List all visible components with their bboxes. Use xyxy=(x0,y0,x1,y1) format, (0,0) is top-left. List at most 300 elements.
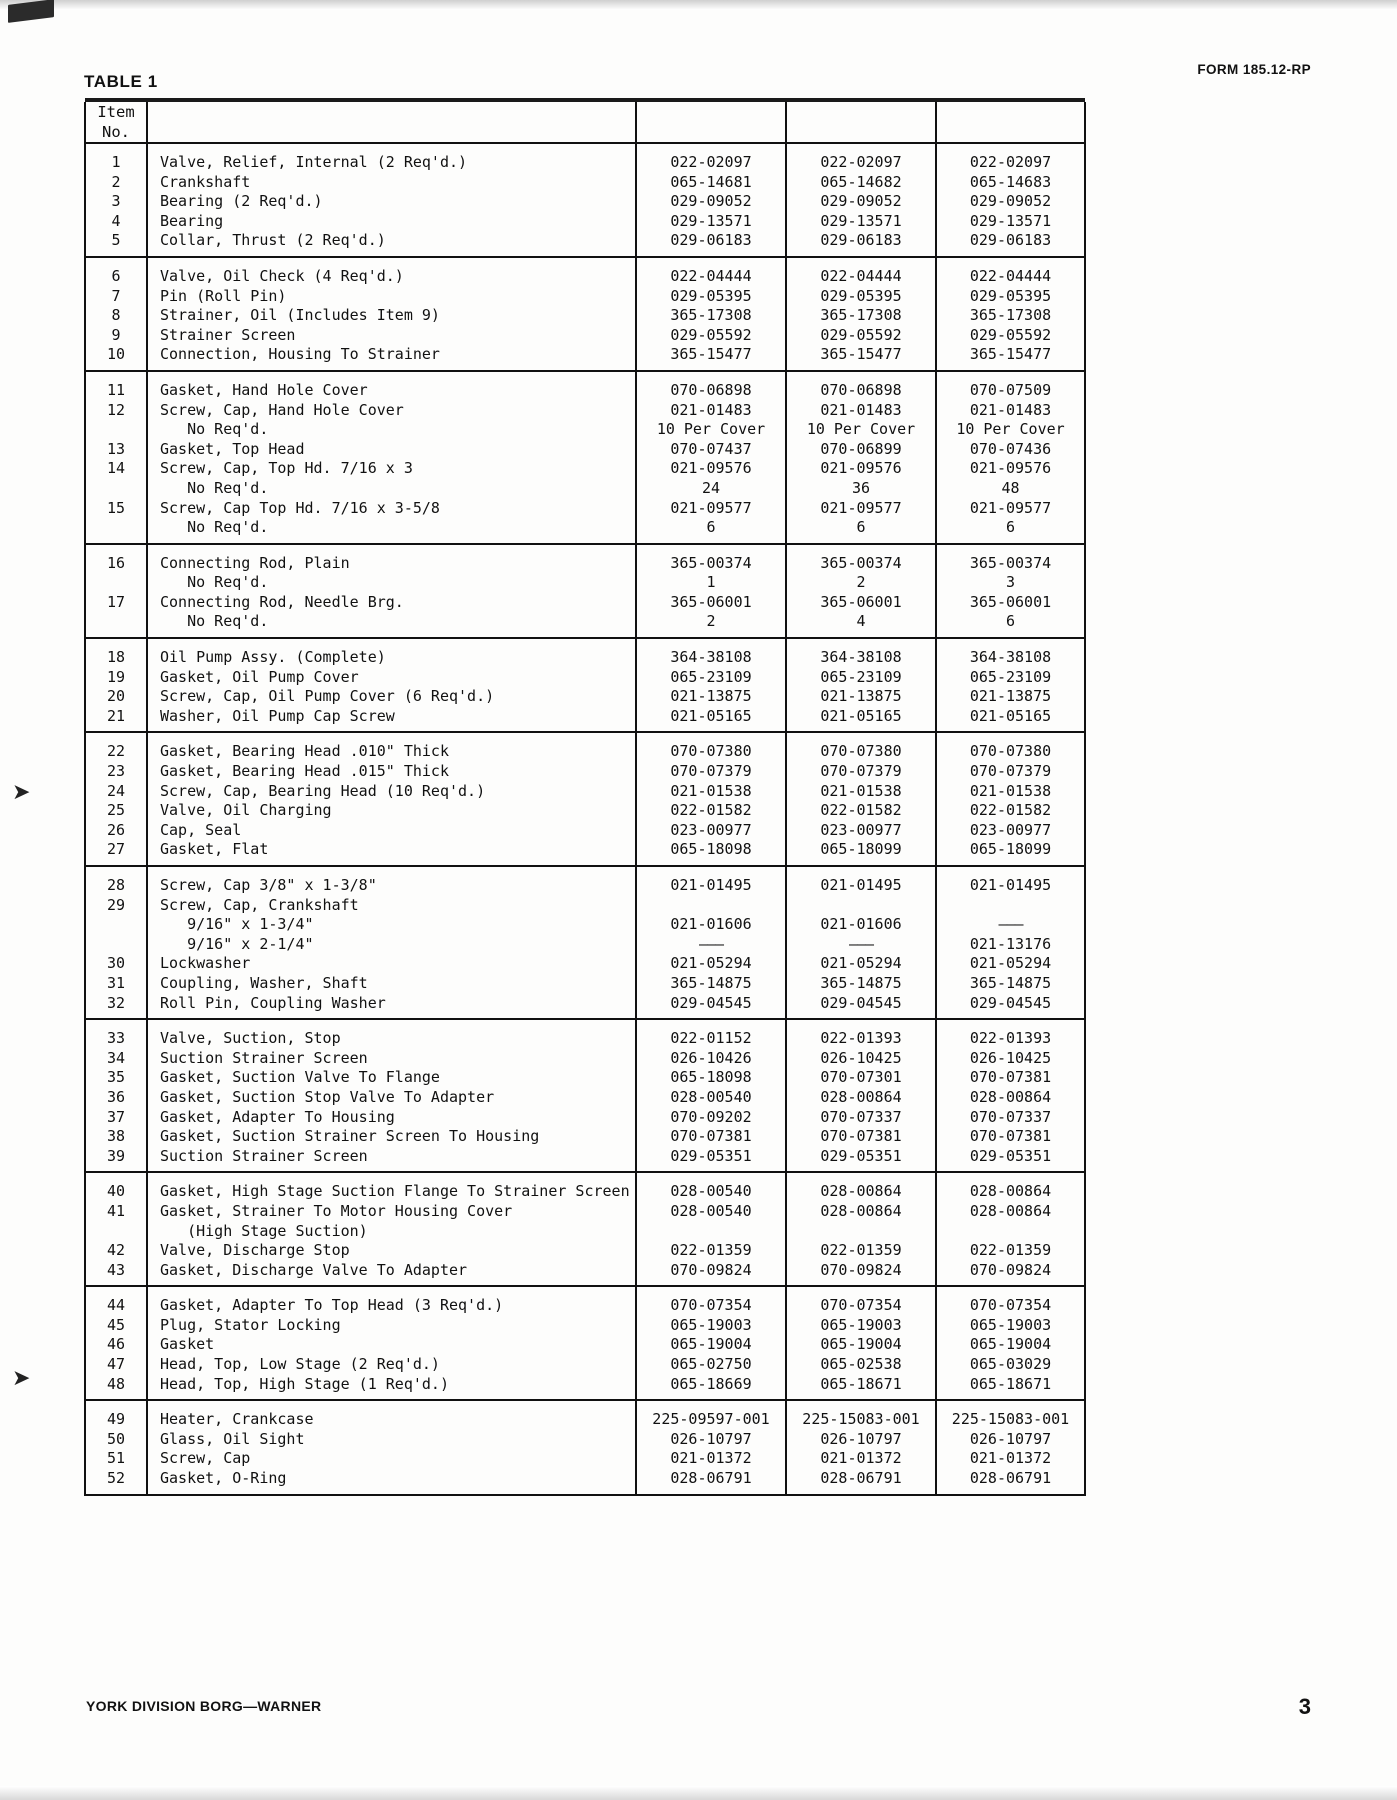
header-3-cylinder xyxy=(636,102,786,142)
cell-item-no: 12 xyxy=(85,401,147,421)
cell-part-9-cylinder: 365-17308 xyxy=(936,306,1085,326)
cell-part-9-cylinder: 070-07379 xyxy=(936,762,1085,782)
cell-description: No Req'd. xyxy=(147,518,636,538)
cell-description: Gasket, Bearing Head .010" Thick xyxy=(147,742,636,762)
cell-part-3-cylinder: 10 Per Cover xyxy=(636,420,786,440)
cell-part-9-cylinder: 070-07381 xyxy=(936,1068,1085,1088)
cell-part-9-cylinder: 021-01483 xyxy=(936,401,1085,421)
cell-description: Oil Pump Assy. (Complete) xyxy=(147,648,636,668)
cell-part-3-cylinder: 365-15477 xyxy=(636,345,786,365)
cell-description: Gasket, Adapter To Top Head (3 Req'd.) xyxy=(147,1296,636,1316)
cell-item-no: 29 xyxy=(85,896,147,916)
cell-part-6-cylinder: 022-01582 xyxy=(786,801,936,821)
cell-part-9-cylinder: 070-09824 xyxy=(936,1261,1085,1281)
cell-item-no: 23 xyxy=(85,762,147,782)
cell-part-6-cylinder: 028-06791 xyxy=(786,1469,936,1489)
cell-item-no: 33 xyxy=(85,1029,147,1049)
cell-part-9-cylinder xyxy=(936,896,1085,916)
cell-part-6-cylinder: 022-01393 xyxy=(786,1029,936,1049)
table-row xyxy=(85,1410,1085,1430)
cell-part-3-cylinder: 070-07437 xyxy=(636,440,786,460)
table-row xyxy=(85,287,1085,307)
table-row xyxy=(85,573,1085,593)
cell-part-3-cylinder: 065-19003 xyxy=(636,1316,786,1336)
table-row xyxy=(85,153,1085,173)
group-divider xyxy=(85,1286,1085,1296)
cell-item-no xyxy=(85,935,147,955)
group-divider xyxy=(85,732,1085,742)
table-row xyxy=(85,306,1085,326)
table-group xyxy=(85,371,1085,544)
table-row xyxy=(85,1449,1085,1469)
cell-item-no: 42 xyxy=(85,1241,147,1261)
cell-part-3-cylinder: 022-02097 xyxy=(636,153,786,173)
cell-part-6-cylinder: 365-06001 xyxy=(786,593,936,613)
table-row xyxy=(85,1127,1085,1147)
cell-item-no: 36 xyxy=(85,1088,147,1108)
cell-description: Head, Top, Low Stage (2 Req'd.) xyxy=(147,1355,636,1375)
table-row xyxy=(85,742,1085,762)
cell-part-6-cylinder: 021-01606 xyxy=(786,915,936,935)
table-label: TABLE 1 xyxy=(84,72,158,91)
cell-description: Washer, Oil Pump Cap Screw xyxy=(147,707,636,727)
cell-part-9-cylinder: 021-05294 xyxy=(936,954,1085,974)
table-row xyxy=(85,687,1085,707)
table-group xyxy=(85,257,1085,371)
table-row xyxy=(85,876,1085,896)
cell-description: Gasket, Flat xyxy=(147,840,636,860)
cell-part-6-cylinder: 070-06898 xyxy=(786,381,936,401)
cell-part-3-cylinder: 022-01359 xyxy=(636,1241,786,1261)
cell-part-6-cylinder: 022-04444 xyxy=(786,267,936,287)
table-row xyxy=(85,518,1085,538)
cell-item-no: 8 xyxy=(85,306,147,326)
cell-description: Screw, Cap xyxy=(147,1449,636,1469)
cell-part-9-cylinder: 021-13176 xyxy=(936,935,1085,955)
cell-part-9-cylinder xyxy=(936,1222,1085,1242)
table-row xyxy=(85,173,1085,193)
group-divider xyxy=(85,1019,1085,1029)
cell-part-9-cylinder: 6 xyxy=(936,518,1085,538)
cell-item-no: 9 xyxy=(85,326,147,346)
table-row xyxy=(85,192,1085,212)
cell-description: Valve, Oil Charging xyxy=(147,801,636,821)
cell-part-6-cylinder: 021-05165 xyxy=(786,707,936,727)
cell-item-no: 31 xyxy=(85,974,147,994)
cell-description: No Req'd. xyxy=(147,612,636,632)
scan-corner-artifact xyxy=(8,0,54,23)
cell-part-3-cylinder: 028-00540 xyxy=(636,1202,786,1222)
cell-part-3-cylinder: 029-05351 xyxy=(636,1147,786,1167)
cell-part-9-cylinder: 028-00864 xyxy=(936,1202,1085,1222)
cell-item-no xyxy=(85,479,147,499)
table-row xyxy=(85,821,1085,841)
cell-part-6-cylinder: 065-23109 xyxy=(786,668,936,688)
cell-part-3-cylinder: 021-01606 xyxy=(636,915,786,935)
cell-part-6-cylinder: 070-09824 xyxy=(786,1261,936,1281)
cell-part-3-cylinder: 021-05294 xyxy=(636,954,786,974)
cell-item-no: 22 xyxy=(85,742,147,762)
cell-part-6-cylinder: 365-14875 xyxy=(786,974,936,994)
cell-description: Plug, Stator Locking xyxy=(147,1316,636,1336)
cell-part-9-cylinder: 021-05165 xyxy=(936,707,1085,727)
cell-part-6-cylinder: 028-00864 xyxy=(786,1088,936,1108)
header-item-no: Item No. xyxy=(85,102,147,142)
cell-part-6-cylinder: 364-38108 xyxy=(786,648,936,668)
cell-part-3-cylinder: 070-07381 xyxy=(636,1127,786,1147)
cell-part-6-cylinder: 065-02538 xyxy=(786,1355,936,1375)
table-group xyxy=(85,1172,1085,1286)
cell-description: No Req'd. xyxy=(147,420,636,440)
cell-part-3-cylinder: 021-01483 xyxy=(636,401,786,421)
cell-part-6-cylinder: 070-07337 xyxy=(786,1108,936,1128)
cell-description: Gasket, Oil Pump Cover xyxy=(147,668,636,688)
cell-part-9-cylinder: 029-05351 xyxy=(936,1147,1085,1167)
cell-part-9-cylinder: 070-07381 xyxy=(936,1127,1085,1147)
cell-part-9-cylinder: 6 xyxy=(936,612,1085,632)
cell-item-no: 1 xyxy=(85,153,147,173)
table-row xyxy=(85,212,1085,232)
table-row xyxy=(85,1296,1085,1316)
table-row xyxy=(85,231,1085,251)
cell-item-no: 50 xyxy=(85,1430,147,1450)
cell-part-9-cylinder: 065-23109 xyxy=(936,668,1085,688)
table-row xyxy=(85,707,1085,727)
group-divider xyxy=(85,371,1085,381)
cell-item-no: 17 xyxy=(85,593,147,613)
table-row xyxy=(85,782,1085,802)
cell-item-no: 34 xyxy=(85,1049,147,1069)
table-row xyxy=(85,1088,1085,1108)
table-row xyxy=(85,267,1085,287)
cell-part-6-cylinder: ——— xyxy=(786,935,936,955)
cell-part-6-cylinder: 065-18099 xyxy=(786,840,936,860)
cell-description: Pin (Roll Pin) xyxy=(147,287,636,307)
cell-part-6-cylinder: 070-07379 xyxy=(786,762,936,782)
cell-item-no: 21 xyxy=(85,707,147,727)
cell-item-no: 5 xyxy=(85,231,147,251)
cell-part-9-cylinder: 021-01495 xyxy=(936,876,1085,896)
table-row xyxy=(85,479,1085,499)
table-row xyxy=(85,554,1085,574)
table-row xyxy=(85,420,1085,440)
footer-company: YORK DIVISION BORG—WARNER xyxy=(86,1698,322,1714)
cell-part-3-cylinder: 070-07354 xyxy=(636,1296,786,1316)
cell-part-9-cylinder: 029-05395 xyxy=(936,287,1085,307)
group-divider xyxy=(85,1172,1085,1182)
cell-description: 9/16" x 2-1/4" xyxy=(147,935,636,955)
cell-item-no xyxy=(85,612,147,632)
cell-description: Suction Strainer Screen xyxy=(147,1049,636,1069)
cell-part-9-cylinder: 021-09577 xyxy=(936,499,1085,519)
cell-part-9-cylinder: 029-05592 xyxy=(936,326,1085,346)
cell-part-9-cylinder: 070-07436 xyxy=(936,440,1085,460)
cell-description: Gasket, Strainer To Motor Housing Cover xyxy=(147,1202,636,1222)
cell-description: Gasket xyxy=(147,1335,636,1355)
table-row xyxy=(85,762,1085,782)
cell-part-6-cylinder: 6 xyxy=(786,518,936,538)
cell-description: Screw, Cap, Bearing Head (10 Req'd.) xyxy=(147,782,636,802)
cell-part-6-cylinder: 023-00977 xyxy=(786,821,936,841)
cell-part-3-cylinder: 365-17308 xyxy=(636,306,786,326)
cell-part-3-cylinder: 021-01372 xyxy=(636,1449,786,1469)
table-row xyxy=(85,612,1085,632)
cell-part-6-cylinder: 365-15477 xyxy=(786,345,936,365)
cell-description: Strainer, Oil (Includes Item 9) xyxy=(147,306,636,326)
cell-description: Gasket, Suction Strainer Screen To Housing xyxy=(147,1127,636,1147)
cell-part-9-cylinder: 022-01393 xyxy=(936,1029,1085,1049)
cell-item-no xyxy=(85,518,147,538)
cell-part-3-cylinder: 24 xyxy=(636,479,786,499)
cell-part-9-cylinder: 022-02097 xyxy=(936,153,1085,173)
cell-part-3-cylinder: 026-10426 xyxy=(636,1049,786,1069)
cell-part-6-cylinder: 021-01483 xyxy=(786,401,936,421)
cell-item-no xyxy=(85,915,147,935)
table-row xyxy=(85,381,1085,401)
cell-part-3-cylinder: 065-19004 xyxy=(636,1335,786,1355)
cell-part-3-cylinder xyxy=(636,896,786,916)
cell-part-9-cylinder: 365-00374 xyxy=(936,554,1085,574)
cell-item-no: 38 xyxy=(85,1127,147,1147)
parts-table xyxy=(84,98,1086,1496)
cell-part-3-cylinder: 029-13571 xyxy=(636,212,786,232)
table-row xyxy=(85,648,1085,668)
table-row xyxy=(85,935,1085,955)
table-row xyxy=(85,1202,1085,1222)
cell-part-6-cylinder: 029-09052 xyxy=(786,192,936,212)
cell-item-no: 37 xyxy=(85,1108,147,1128)
cell-part-9-cylinder: 028-00864 xyxy=(936,1088,1085,1108)
cell-item-no: 10 xyxy=(85,345,147,365)
cell-description: Strainer Screen xyxy=(147,326,636,346)
cell-part-6-cylinder: 028-00864 xyxy=(786,1182,936,1202)
cell-part-6-cylinder: 021-05294 xyxy=(786,954,936,974)
cell-description: Coupling, Washer, Shaft xyxy=(147,974,636,994)
group-divider xyxy=(85,638,1085,648)
table-row xyxy=(85,1355,1085,1375)
table-row xyxy=(85,326,1085,346)
cell-part-6-cylinder: 028-00864 xyxy=(786,1202,936,1222)
table-row xyxy=(85,1068,1085,1088)
cell-item-no: 30 xyxy=(85,954,147,974)
cell-part-9-cylinder: 365-14875 xyxy=(936,974,1085,994)
cell-part-6-cylinder: 225-15083-001 xyxy=(786,1410,936,1430)
cell-part-3-cylinder: 1 xyxy=(636,573,786,593)
table-row xyxy=(85,954,1085,974)
cell-part-6-cylinder: 029-04545 xyxy=(786,994,936,1014)
group-divider xyxy=(85,257,1085,267)
cell-part-3-cylinder: 070-07379 xyxy=(636,762,786,782)
cell-part-6-cylinder: 021-01538 xyxy=(786,782,936,802)
cell-item-no: 28 xyxy=(85,876,147,896)
cell-part-9-cylinder: 225-15083-001 xyxy=(936,1410,1085,1430)
cell-part-3-cylinder: 026-10797 xyxy=(636,1430,786,1450)
table-row xyxy=(85,345,1085,365)
cell-part-3-cylinder: ——— xyxy=(636,935,786,955)
cell-part-9-cylinder: 3 xyxy=(936,573,1085,593)
cell-part-9-cylinder: 029-06183 xyxy=(936,231,1085,251)
cell-part-3-cylinder: 023-00977 xyxy=(636,821,786,841)
cell-part-6-cylinder: 065-19004 xyxy=(786,1335,936,1355)
cell-part-9-cylinder: 028-00864 xyxy=(936,1182,1085,1202)
cell-part-3-cylinder: 070-07380 xyxy=(636,742,786,762)
table-row xyxy=(85,499,1085,519)
cell-description: Head, Top, High Stage (1 Req'd.) xyxy=(147,1375,636,1395)
cell-part-9-cylinder: 029-13571 xyxy=(936,212,1085,232)
cell-item-no: 6 xyxy=(85,267,147,287)
cell-part-6-cylinder: 029-06183 xyxy=(786,231,936,251)
cell-part-6-cylinder xyxy=(786,896,936,916)
cell-part-9-cylinder: 028-06791 xyxy=(936,1469,1085,1489)
cell-part-9-cylinder: 070-07337 xyxy=(936,1108,1085,1128)
cell-item-no: 35 xyxy=(85,1068,147,1088)
cell-part-3-cylinder: 022-01582 xyxy=(636,801,786,821)
cell-part-6-cylinder: 070-07381 xyxy=(786,1127,936,1147)
cell-part-9-cylinder: 065-18099 xyxy=(936,840,1085,860)
cell-description: Valve, Discharge Stop xyxy=(147,1241,636,1261)
scan-bottom-band xyxy=(0,1786,1397,1800)
cell-part-9-cylinder: 48 xyxy=(936,479,1085,499)
cell-item-no: 47 xyxy=(85,1355,147,1375)
cell-description: No Req'd. xyxy=(147,479,636,499)
cell-part-6-cylinder: 065-19003 xyxy=(786,1316,936,1336)
cell-item-no: 40 xyxy=(85,1182,147,1202)
cell-item-no: 45 xyxy=(85,1316,147,1336)
cell-part-3-cylinder: 065-18098 xyxy=(636,1068,786,1088)
cell-part-3-cylinder: 029-06183 xyxy=(636,231,786,251)
cell-part-3-cylinder: 021-05165 xyxy=(636,707,786,727)
cell-part-6-cylinder: 10 Per Cover xyxy=(786,420,936,440)
cell-part-3-cylinder: 070-06898 xyxy=(636,381,786,401)
header-9-cylinder xyxy=(936,102,1085,142)
cell-description: Valve, Relief, Internal (2 Req'd.) xyxy=(147,153,636,173)
cell-description: Gasket, High Stage Suction Flange To Strainer Screen xyxy=(147,1182,636,1202)
cell-description: Crankshaft xyxy=(147,173,636,193)
cell-description: Collar, Thrust (2 Req'd.) xyxy=(147,231,636,251)
cell-item-no: 39 xyxy=(85,1147,147,1167)
cell-part-3-cylinder: 028-00540 xyxy=(636,1088,786,1108)
cell-part-3-cylinder: 2 xyxy=(636,612,786,632)
cell-description: No Req'd. xyxy=(147,573,636,593)
cell-item-no xyxy=(85,1222,147,1242)
cell-part-3-cylinder: 029-05395 xyxy=(636,287,786,307)
cell-part-6-cylinder: 029-05351 xyxy=(786,1147,936,1167)
cell-part-3-cylinder: 065-18669 xyxy=(636,1375,786,1395)
table-row xyxy=(85,668,1085,688)
table-group xyxy=(85,1019,1085,1172)
cell-part-3-cylinder: 022-04444 xyxy=(636,267,786,287)
scan-edge-mark: ➤ xyxy=(12,1366,31,1391)
cell-item-no: 15 xyxy=(85,499,147,519)
cell-part-6-cylinder: 36 xyxy=(786,479,936,499)
cell-description: Connection, Housing To Strainer xyxy=(147,345,636,365)
cell-part-9-cylinder: 026-10425 xyxy=(936,1049,1085,1069)
table-group xyxy=(85,1400,1085,1494)
table-group xyxy=(85,732,1085,866)
cell-part-6-cylinder: 070-07301 xyxy=(786,1068,936,1088)
cell-part-9-cylinder: 022-01359 xyxy=(936,1241,1085,1261)
cell-part-9-cylinder: 365-06001 xyxy=(936,593,1085,613)
cell-item-no xyxy=(85,420,147,440)
cell-part-3-cylinder xyxy=(636,1222,786,1242)
cell-item-no: 14 xyxy=(85,459,147,479)
cell-part-9-cylinder: 065-19003 xyxy=(936,1316,1085,1336)
cell-part-6-cylinder: 070-07380 xyxy=(786,742,936,762)
table-row xyxy=(85,1241,1085,1261)
cell-part-6-cylinder: 026-10797 xyxy=(786,1430,936,1450)
table-row xyxy=(85,1147,1085,1167)
cell-part-3-cylinder: 065-14681 xyxy=(636,173,786,193)
cell-part-9-cylinder: 10 Per Cover xyxy=(936,420,1085,440)
cell-part-3-cylinder: 364-38108 xyxy=(636,648,786,668)
cell-item-no: 26 xyxy=(85,821,147,841)
table-row xyxy=(85,915,1085,935)
table-row xyxy=(85,593,1085,613)
table-bottom-rule xyxy=(85,1495,1085,1496)
cell-part-9-cylinder: 065-14683 xyxy=(936,173,1085,193)
cell-part-3-cylinder: 070-09202 xyxy=(636,1108,786,1128)
cell-part-6-cylinder xyxy=(786,1222,936,1242)
cell-item-no: 27 xyxy=(85,840,147,860)
cell-part-6-cylinder: 022-02097 xyxy=(786,153,936,173)
cell-part-6-cylinder: 029-05592 xyxy=(786,326,936,346)
table-row xyxy=(85,1375,1085,1395)
cell-part-6-cylinder: 365-00374 xyxy=(786,554,936,574)
cell-part-3-cylinder: 225-09597-001 xyxy=(636,1410,786,1430)
table-row xyxy=(85,994,1085,1014)
cell-part-6-cylinder: 365-17308 xyxy=(786,306,936,326)
cell-part-3-cylinder: 022-01152 xyxy=(636,1029,786,1049)
cell-part-9-cylinder: 070-07380 xyxy=(936,742,1085,762)
parts-table-container xyxy=(84,98,1084,1496)
cell-part-6-cylinder: 026-10425 xyxy=(786,1049,936,1069)
cell-description: Gasket, Adapter To Housing xyxy=(147,1108,636,1128)
cell-item-no: 41 xyxy=(85,1202,147,1222)
table-row xyxy=(85,1469,1085,1489)
cell-part-9-cylinder: 070-07509 xyxy=(936,381,1085,401)
cell-description: Connecting Rod, Needle Brg. xyxy=(147,593,636,613)
table-row xyxy=(85,1430,1085,1450)
cell-part-9-cylinder: 364-38108 xyxy=(936,648,1085,668)
cell-description: Bearing (2 Req'd.) xyxy=(147,192,636,212)
cell-description: Gasket, O-Ring xyxy=(147,1469,636,1489)
cell-part-3-cylinder: 021-01495 xyxy=(636,876,786,896)
group-divider xyxy=(85,866,1085,876)
cell-part-6-cylinder: 065-14682 xyxy=(786,173,936,193)
cell-part-3-cylinder: 021-13875 xyxy=(636,687,786,707)
cell-part-6-cylinder: 021-01372 xyxy=(786,1449,936,1469)
cell-item-no: 3 xyxy=(85,192,147,212)
cell-part-9-cylinder: 021-01372 xyxy=(936,1449,1085,1469)
cell-description: Gasket, Top Head xyxy=(147,440,636,460)
cell-part-6-cylinder: 021-09576 xyxy=(786,459,936,479)
cell-part-3-cylinder: 365-06001 xyxy=(636,593,786,613)
cell-item-no: 43 xyxy=(85,1261,147,1281)
cell-item-no xyxy=(85,573,147,593)
cell-item-no: 49 xyxy=(85,1410,147,1430)
scan-top-band xyxy=(0,0,1397,10)
cell-part-3-cylinder: 029-05592 xyxy=(636,326,786,346)
table-row xyxy=(85,1222,1085,1242)
cell-item-no: 51 xyxy=(85,1449,147,1469)
cell-part-6-cylinder: 2 xyxy=(786,573,936,593)
cell-item-no: 11 xyxy=(85,381,147,401)
cell-part-9-cylinder: 065-19004 xyxy=(936,1335,1085,1355)
cell-part-6-cylinder: 022-01359 xyxy=(786,1241,936,1261)
cell-part-6-cylinder: 021-09577 xyxy=(786,499,936,519)
cell-description: Connecting Rod, Plain xyxy=(147,554,636,574)
cell-item-no: 52 xyxy=(85,1469,147,1489)
